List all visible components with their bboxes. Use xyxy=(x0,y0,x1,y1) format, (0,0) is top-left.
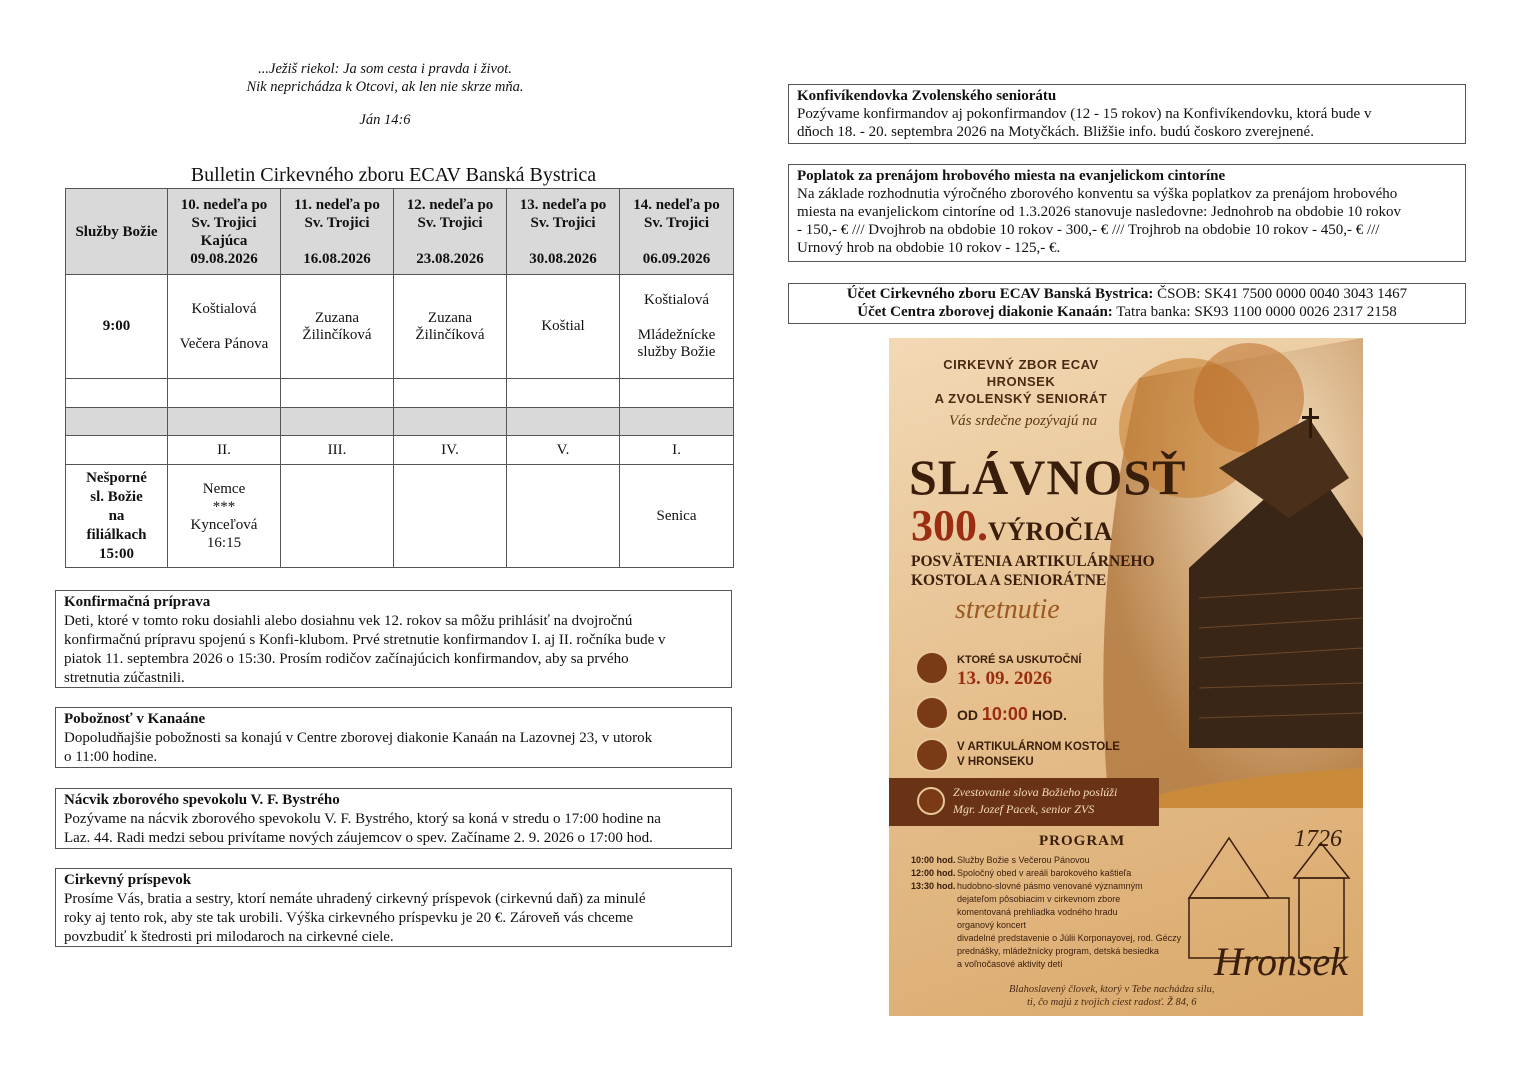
account-value: ČSOB: SK41 7500 0000 0040 3043 1467 xyxy=(1153,286,1408,302)
poster-header-line: A ZVOLENSKÝ SENIORÁT xyxy=(934,391,1108,406)
column-header xyxy=(620,189,734,275)
poster-header-line: CIRKEVNÝ ZBOR ECAV HRONSEK xyxy=(943,357,1099,389)
event-poster xyxy=(889,338,1363,1016)
table-header-row xyxy=(66,189,734,275)
table-row xyxy=(66,408,734,436)
program-row xyxy=(911,880,1191,893)
poster-time-value: 10:00 xyxy=(981,704,1028,724)
account-value: Tatra banka: SK93 1100 0000 0026 2317 2158 xyxy=(1112,304,1397,320)
table-cell xyxy=(394,379,507,408)
table-cell xyxy=(507,465,620,568)
program-row xyxy=(911,854,1191,867)
table-cell xyxy=(507,275,620,379)
table-cell xyxy=(620,275,734,379)
cell-line: Žilinčíková xyxy=(415,326,485,343)
col-title: 13. nedeľa po xyxy=(519,196,607,213)
table-cell: I. xyxy=(620,436,734,465)
program-desc: dejateľom pôsobiacim v cirkevnom zbore xyxy=(957,894,1121,904)
notice-title: Konfirmačná príprava xyxy=(64,594,211,610)
col-title: 12. nedeľa po xyxy=(406,196,494,213)
notice-title: Cirkevný príspevok xyxy=(64,872,192,888)
table-cell: IV. xyxy=(394,436,507,465)
col-subtitle: Sv. Trojici xyxy=(304,214,370,231)
table-cell xyxy=(168,408,281,436)
account-line-1 xyxy=(793,285,1461,303)
notice-line: Dopoludňajšie pobožnosti sa konajú v Centre zborovej diakonie Kanaán na Lazovnej 23, v utorok xyxy=(64,730,653,746)
notice-line: piatok 11. septembra 2026 o 15:30. Prosím rodičov začínajúcich konfirmandov, aby sa prvého xyxy=(64,651,629,667)
poster-place xyxy=(957,740,1120,770)
cell-line: Nemce xyxy=(202,481,246,497)
poster-preacher xyxy=(953,784,1117,818)
poster-place-line: V ARTIKULÁRNOM KOSTOLE xyxy=(957,741,1120,753)
program-row xyxy=(911,945,1191,958)
cell-line: Koštialová xyxy=(644,292,709,308)
notice-konfi-weekend xyxy=(788,84,1466,144)
poster-place-line: V HRONSEKU xyxy=(957,756,1034,768)
cell-line: Koštial xyxy=(541,318,585,334)
notice-line: miesta na evanjelickom cintoríne od 1.3.2026 stanovuje nasledovne: Jednohrob na obdobie 10 rokov xyxy=(797,204,1402,220)
bank-accounts xyxy=(788,283,1466,324)
col-date: 09.08.2026 xyxy=(190,250,258,267)
poster-preacher-line: Mgr. Jozef Pacek, senior ZVS xyxy=(953,802,1095,816)
poster-title: SLÁVNOSŤ xyxy=(909,449,1187,505)
col-subtitle: Sv. Trojici xyxy=(530,214,596,231)
notice-line: o 11:00 hodine. xyxy=(64,749,158,765)
program-desc: hudobno-slovné pásmo venované významným xyxy=(957,881,1143,891)
table-cell xyxy=(168,465,281,568)
poster-anniversary xyxy=(911,500,1112,551)
table-cell xyxy=(281,275,394,379)
col-date: 06.09.2026 xyxy=(642,250,711,267)
table-cell xyxy=(507,408,620,436)
table-cell xyxy=(620,379,734,408)
program-row xyxy=(911,919,1191,932)
account-line-2 xyxy=(793,303,1461,321)
cell-line: *** xyxy=(212,499,236,515)
program-desc: Služby Božie s Večerou Pánovou xyxy=(957,855,1090,865)
table-cell xyxy=(66,379,168,408)
table-cell xyxy=(281,465,394,568)
poster-word: VÝROČIA xyxy=(988,517,1113,546)
poster-time-post: HOD. xyxy=(1031,707,1067,723)
quote-reference: Ján 14:6 xyxy=(359,112,411,128)
table-cell xyxy=(507,379,620,408)
cell-line: Večera Pánova xyxy=(179,335,269,352)
bulletin-title: Bulletin Cirkevného zboru ECAV Banská Bystrica xyxy=(190,164,597,186)
notice-line: Na základe rozhodnutia výročného zborového konventu sa výška poplatkov za prenájom hrobového xyxy=(797,186,1398,202)
program-row xyxy=(911,906,1191,919)
column-header xyxy=(168,189,281,275)
program-time: 13:30 hod. xyxy=(911,881,956,891)
poster-year: 1726 xyxy=(1294,826,1342,852)
poster-verse xyxy=(1009,983,1214,1009)
notice-line: dňoch 18. - 20. septembra 2026 na Motyčkách. Bližšie info. budú čoskoro zverejnené. xyxy=(797,124,1314,140)
notice-kanaan xyxy=(55,707,732,768)
table-cell xyxy=(394,275,507,379)
col-subtitle: Sv. Trojici xyxy=(417,214,483,231)
table-cell: II. xyxy=(168,436,281,465)
poster-verse-line: ti, čo majú z tvojich ciest radosť. Ž 84, 6 xyxy=(1027,997,1197,1008)
clock-icon xyxy=(915,696,949,730)
cell-line: Koštialová xyxy=(191,300,257,317)
services-table xyxy=(65,188,734,568)
notice-line: Pozývame na nácvik zborového spevokolu V. F. Bystrého, ktorý sa koná v stredu o 17:00 hodine na xyxy=(64,811,661,827)
col-title: 11. nedeľa po xyxy=(294,196,380,213)
program-row xyxy=(911,958,1191,971)
program-desc: divadelné predstavenie o Júlii Korponayovej, rod. Géczy xyxy=(957,933,1182,943)
table-row xyxy=(66,275,734,379)
cell-line: 15:00 xyxy=(99,545,134,562)
program-desc: komentovaná prehliadka vodného hradu xyxy=(957,907,1118,917)
program-desc: prednášky, mládežnícky program, detská besiedka xyxy=(957,946,1159,956)
notice-grave-fee xyxy=(788,164,1466,262)
cell-line: Zuzana xyxy=(314,309,360,326)
table-cell: V. xyxy=(507,436,620,465)
cell-line: Kynceľová xyxy=(190,517,258,533)
poster-when-label: KTORÉ SA USKUTOČNÍ xyxy=(957,654,1082,666)
vesper-label-cell xyxy=(66,465,168,568)
poster-header xyxy=(911,356,1131,407)
program-row xyxy=(911,893,1191,906)
table-row xyxy=(66,465,734,568)
table-cell xyxy=(394,408,507,436)
table-cell xyxy=(281,379,394,408)
poster-time-pre: OD xyxy=(957,707,978,723)
cell-line: sl. Božie xyxy=(90,488,143,505)
cell-line: Žilinčíková xyxy=(302,326,372,343)
cell-line: Zuzana xyxy=(427,309,473,326)
cell-line: Nešporné xyxy=(86,469,147,486)
table-cell xyxy=(66,408,168,436)
notice-line: - 150,- € /// Dvojhrob na obdobie 10 rokov - 300,- € /// Trojhrob na obdobie 10 rokov - 450,- € /// xyxy=(797,222,1380,238)
program-time xyxy=(911,893,957,906)
cell-line: filiálkach xyxy=(86,526,147,543)
program-time xyxy=(911,906,957,919)
column-header xyxy=(281,189,394,275)
program-time xyxy=(911,932,957,945)
poster-meeting: stretnutie xyxy=(955,594,1060,625)
program-desc: a voľnočasové aktivity detí xyxy=(957,959,1063,969)
notice-line: Laz. 44. Radi medzi sebou privítame nových záujemcov o spev. Začíname 2. 9. 2026 o 17:00 hod. xyxy=(64,830,653,846)
notice-line: povzbudiť k štedrosti pri milodaroch na cirkevné ciele. xyxy=(64,929,394,945)
quote-block xyxy=(55,60,735,129)
poster-program-title: PROGRAM xyxy=(1039,833,1126,849)
col-note: Kajúca xyxy=(200,232,248,249)
table-cell xyxy=(394,465,507,568)
col-subtitle: Sv. Trojici xyxy=(191,214,257,231)
program-row xyxy=(911,932,1191,945)
poster-subtitle-line: KOSTOLA A SENIORÁTNE xyxy=(911,572,1107,589)
time-cell: 9:00 xyxy=(66,275,168,379)
program-desc: organový koncert xyxy=(957,920,1027,930)
poster-preacher-line: Zvestovanie slova Božieho poslúži xyxy=(953,785,1118,799)
notice-title: Pobožnosť v Kanaáne xyxy=(64,711,206,727)
table-cell: III. xyxy=(281,436,394,465)
program-row xyxy=(911,867,1191,880)
quote-line-1: ...Ježiš riekol: Ja som cesta i pravda i život. xyxy=(258,61,512,77)
table-cell xyxy=(168,379,281,408)
col-title: 10. nedeľa po xyxy=(180,196,268,213)
col-date: 16.08.2026 xyxy=(303,250,371,267)
bible-icon xyxy=(917,787,945,815)
poster-invite: Vás srdečne pozývajú na xyxy=(949,413,1098,429)
poster-subtitle xyxy=(911,552,1155,590)
notice-title: Poplatok za prenájom hrobového miesta na evanjelickom cintoríne xyxy=(797,168,1226,184)
notice-title: Konfivíkendovka Zvolenského seniorátu xyxy=(797,88,1057,104)
notice-line: roky aj tento rok, aby ste tak urobili. Výška cirkevného príspevku je 20 €. Zároveň vás chceme xyxy=(64,910,634,926)
poster-date: 13. 09. 2026 xyxy=(957,668,1052,689)
program-time xyxy=(911,945,957,958)
notice-line: stretnutia zúčastnili. xyxy=(64,670,185,686)
cell-line: na xyxy=(108,507,125,524)
notice-line: Pozývame konfirmandov aj pokonfirmandov (12 - 15 rokov) na Konfivíkendovku, ktorá bude v xyxy=(797,106,1372,122)
poster-verse-line: Blahoslavený človek, ktorý v Tebe nachádza silu, xyxy=(1009,984,1215,995)
poster-time xyxy=(957,704,1067,725)
notice-title: Nácvik zborového spevokolu V. F. Bystrého xyxy=(64,792,340,808)
table-cell: Senica xyxy=(620,465,734,568)
column-header xyxy=(507,189,620,275)
notice-line: Deti, ktoré v tomto roku dosiahli alebo dosiahnu vek 12. rokov sa môžu prihlásiť na dvojročnú xyxy=(64,613,633,629)
poster-program xyxy=(911,854,1191,971)
poster-town: Hronsek xyxy=(1214,939,1349,984)
col-subtitle: Sv. Trojici xyxy=(643,214,709,231)
account-label: Účet Cirkevného zboru ECAV Banská Bystrica: xyxy=(846,286,1154,302)
table-cell xyxy=(620,408,734,436)
program-time xyxy=(911,958,957,971)
cell-line: služby Božie xyxy=(637,344,716,360)
col-title: 14. nedeľa po xyxy=(633,196,720,213)
column-header xyxy=(394,189,507,275)
cell-line: Mládežnícke xyxy=(637,327,716,343)
table-cell xyxy=(281,408,394,436)
account-label: Účet Centra zborovej diakonie Kanaán: xyxy=(857,304,1113,320)
program-time xyxy=(911,919,957,932)
notice-line: Urnový hrob na obdobie 10 rokov - 125,- €. xyxy=(797,240,1061,256)
program-time: 10:00 hod. xyxy=(911,855,956,865)
notice-line: konfirmačnú prípravu spojenú s Konfi-klubom. Prvé stretnutie konfirmandov I. aj II. ročníka bude v xyxy=(64,632,666,648)
cell-line: 16:15 xyxy=(206,535,242,551)
table-row xyxy=(66,379,734,408)
table-cell xyxy=(168,275,281,379)
table-cell xyxy=(66,436,168,465)
notice-confirmation xyxy=(55,590,732,688)
notice-line: Prosíme Vás, bratia a sestry, ktorí nemáte uhradený cirkevný príspevok (cirkevnú daň) za minulé xyxy=(64,891,646,907)
quote-line-2: Nik neprichádza k Otcovi, ak len nie skrze mňa. xyxy=(246,79,524,95)
church-icon xyxy=(915,738,949,772)
row-header-label: Služby Božie xyxy=(66,189,168,275)
poster-subtitle-line: POSVÄTENIA ARTIKULÁRNEHO xyxy=(911,553,1155,570)
table-row xyxy=(66,436,734,465)
notice-choir xyxy=(55,788,732,849)
notice-contribution xyxy=(55,868,732,947)
program-desc: Spoločný obed v areáli barokového kaštieľa xyxy=(957,868,1132,878)
calendar-icon xyxy=(915,651,949,685)
poster-number: 300. xyxy=(911,501,988,550)
program-time: 12:00 hod. xyxy=(911,868,956,878)
col-date: 30.08.2026 xyxy=(529,250,597,267)
col-date: 23.08.2026 xyxy=(416,250,484,267)
